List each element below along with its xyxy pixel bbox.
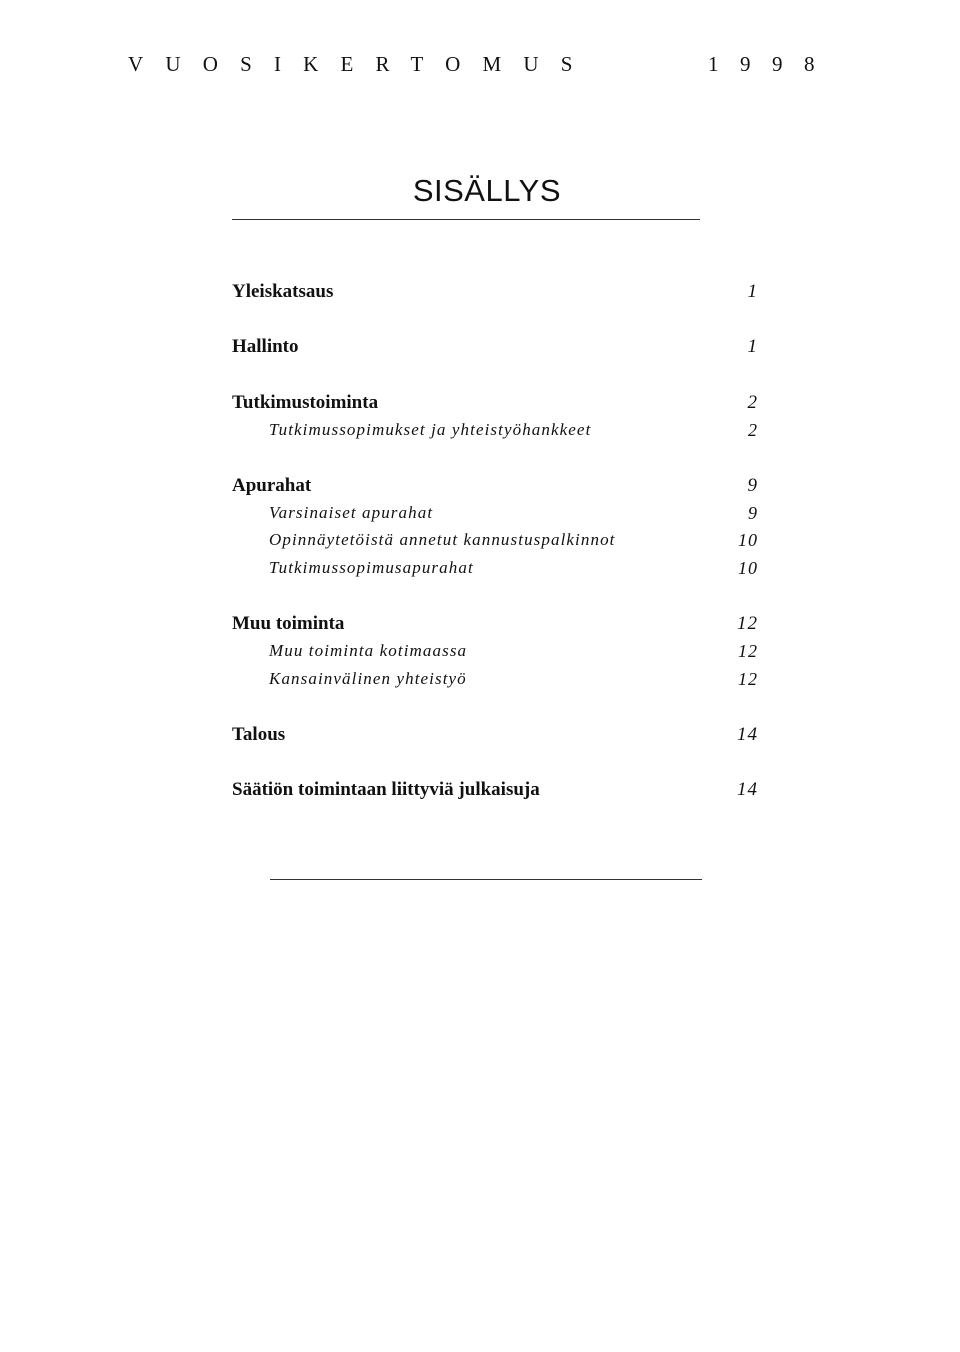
toc-entry-page: 9 (748, 503, 758, 523)
toc-entry-label: Säätiön toimintaan liittyviä julkaisuja (232, 779, 540, 800)
toc-subentry (0, 530, 960, 556)
toc-entry-label: Tutkimustoiminta (232, 392, 379, 413)
heading-divider (232, 219, 700, 220)
toc-entry-label: Hallinto (232, 336, 299, 357)
toc-entry (0, 336, 960, 362)
toc-entry-label: Opinnäytetöistä annetut kannustuspalkinnot (269, 530, 616, 549)
toc-entry-page: 14 (737, 779, 758, 800)
toc-entry (0, 779, 960, 805)
toc-subentry (0, 558, 960, 584)
toc-entry-page: 2 (748, 420, 758, 440)
toc-entry-page: 14 (737, 724, 758, 745)
report-title: VUOSIKERTOMUS (128, 52, 595, 76)
bottom-divider (270, 879, 702, 880)
toc-entry (0, 613, 960, 639)
toc-subentry (0, 503, 960, 529)
toc-entry-label: Muu toiminta (232, 613, 345, 634)
page-header (0, 52, 960, 82)
toc-entry-page: 10 (738, 558, 758, 578)
toc-entry-page: 1 (747, 281, 758, 302)
toc-entry-label: Kansainvälinen yhteistyö (269, 669, 467, 688)
toc-entry-page: 2 (747, 392, 758, 413)
toc-entry-label: Tutkimussopimusapurahat (269, 558, 474, 577)
toc-entry-label: Muu toiminta kotimaassa (269, 641, 468, 660)
toc-entry-page: 12 (737, 613, 758, 634)
toc-heading: SISÄLLYS (412, 173, 561, 208)
toc-entry-label: Apurahat (232, 475, 312, 496)
toc-entry (0, 392, 960, 418)
toc-entry-page: 10 (738, 530, 758, 550)
toc-subentry (0, 669, 960, 695)
toc-entry-page: 12 (738, 669, 758, 689)
toc-entry-label: Varsinaiset apurahat (269, 503, 434, 522)
toc-entry-page: 9 (747, 475, 758, 496)
toc-entry (0, 724, 960, 750)
toc-subentry (0, 420, 960, 446)
toc-entry-page: 12 (738, 641, 758, 661)
toc-entry-label: Talous (232, 724, 286, 745)
toc-entry-label: Yleiskatsaus (232, 281, 334, 302)
toc-entry (0, 281, 960, 307)
toc-entry-label: Tutkimussopimukset ja yhteistyöhankkeet (269, 420, 592, 439)
toc-subentry (0, 641, 960, 667)
toc-entry (0, 475, 960, 501)
toc-entry-page: 1 (747, 336, 758, 357)
report-year: 1998 (708, 52, 836, 76)
